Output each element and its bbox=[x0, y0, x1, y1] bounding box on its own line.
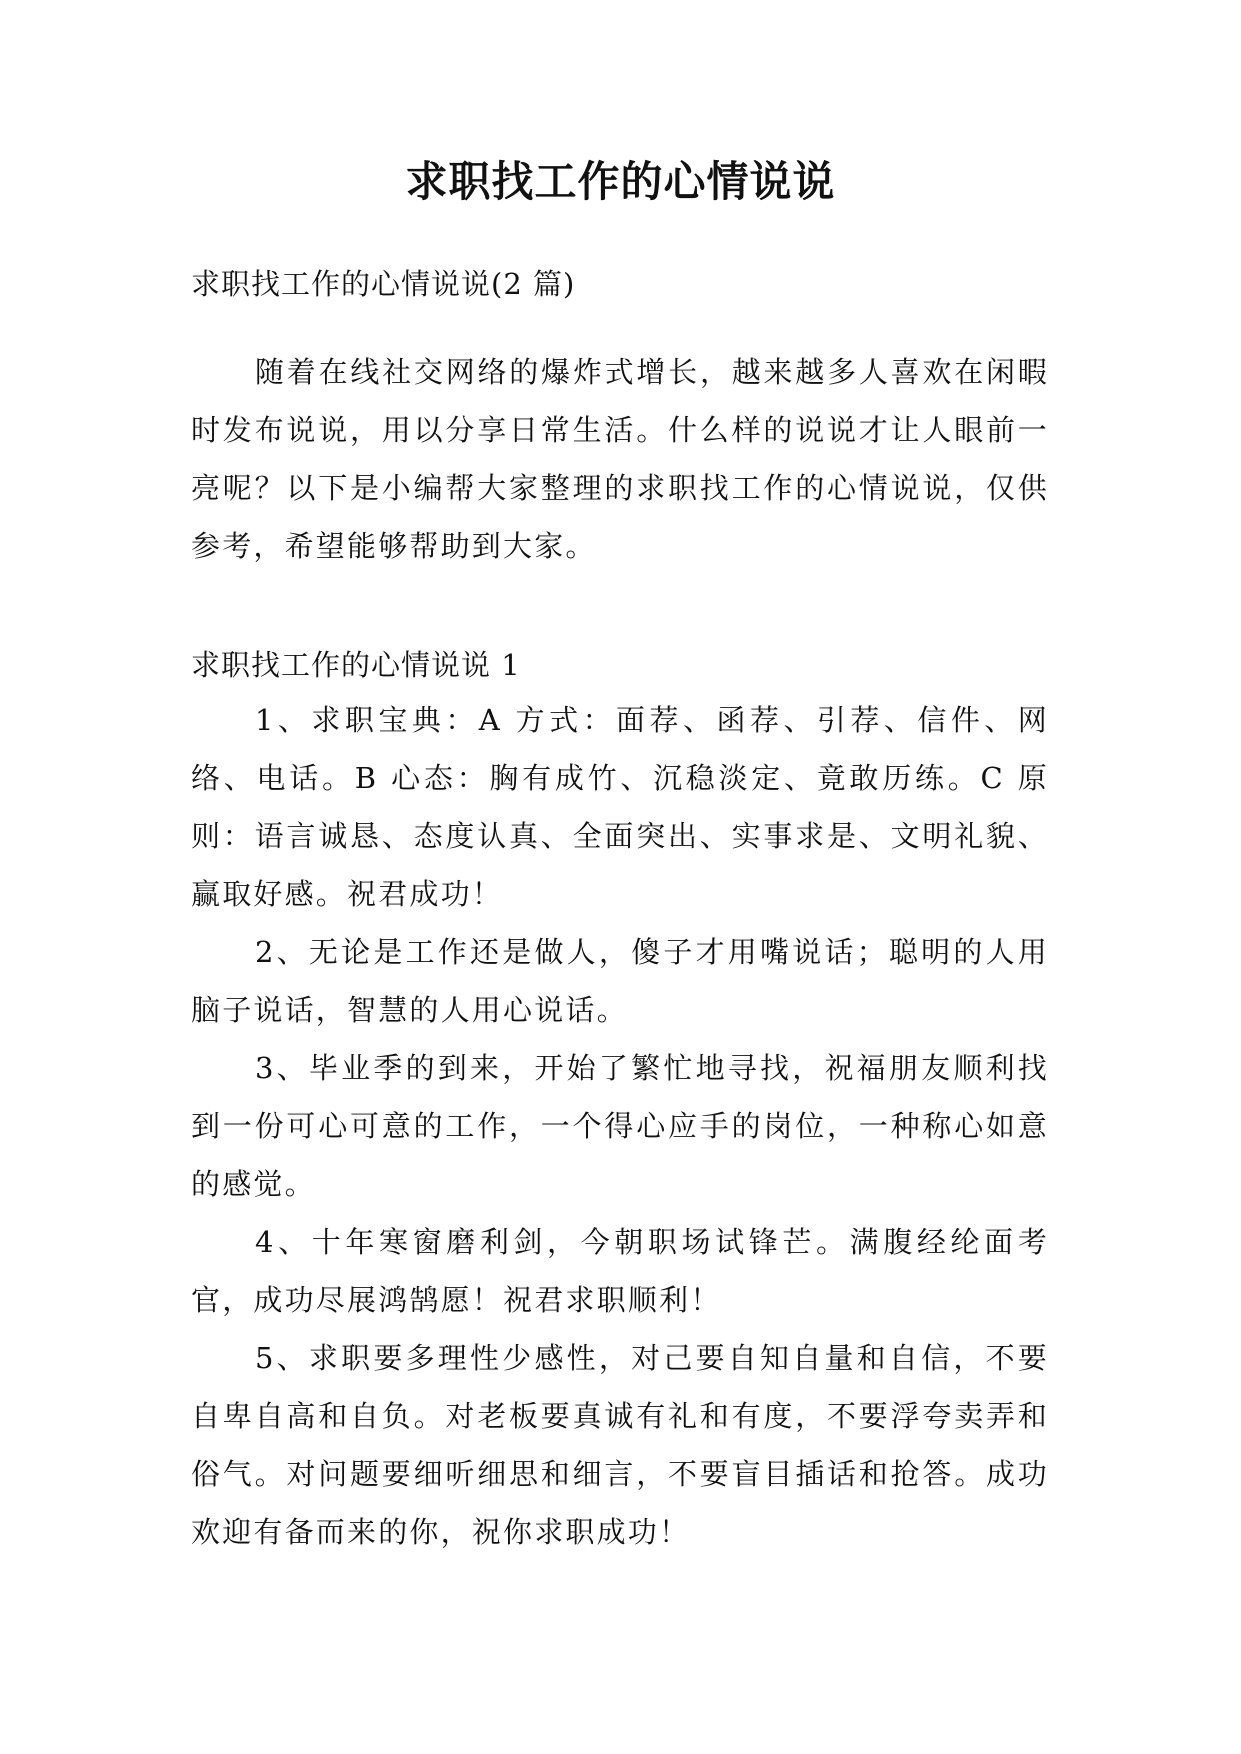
list-item: 5、求职要多理性少感性，对己要自知自量和自信，不要自卑自高和自负。对老板要真诚有礼和有度，不要浮夸卖弄和俗气。对问题要细听细思和细言，不要盲目插话和抢答。成功欢迎有备而来的你，祝你求职成功！ bbox=[191, 1341, 1049, 1549]
section-heading: 求职找工作的心情说说 1 bbox=[191, 648, 521, 682]
intro-paragraph: 随着在线社交网络的爆炸式增长，越来越多人喜欢在闲暇时发布说说，用以分享日常生活。什么样的说说才让人眼前一亮呢？以下是小编帮大家整理的求职找工作的心情说说，仅供参考，希望能够帮助到大家。 bbox=[191, 355, 1049, 563]
quote-list bbox=[191, 691, 1049, 1561]
list-item: 2、无论是工作还是做人，傻子才用嘴说话；聪明的人用脑子说话，智慧的人用心说话。 bbox=[191, 935, 1049, 1027]
list-item: 1、求职宝典：A 方式：面荐、函荐、引荐、信件、网络、电话。B 心态：胸有成竹、沉稳淡定、竟敢历练。C 原则：语言诚恳、态度认真、全面突出、实事求是、文明礼貌、赢取好感。祝君成功！ bbox=[191, 703, 1049, 911]
document-subtitle: 求职找工作的心情说说(2 篇) bbox=[191, 267, 576, 301]
document-title: 求职找工作的心情说说 bbox=[405, 157, 836, 206]
list-item: 4、十年寒窗磨利剑，今朝职场试锋芒。满腹经纶面考官，成功尽展鸿鹄愿！祝君求职顺利！ bbox=[191, 1225, 1049, 1317]
list-item: 3、毕业季的到来，开始了繁忙地寻找，祝福朋友顺利找到一份可心可意的工作，一个得心应手的岗位，一种称心如意的感觉。 bbox=[191, 1051, 1049, 1201]
